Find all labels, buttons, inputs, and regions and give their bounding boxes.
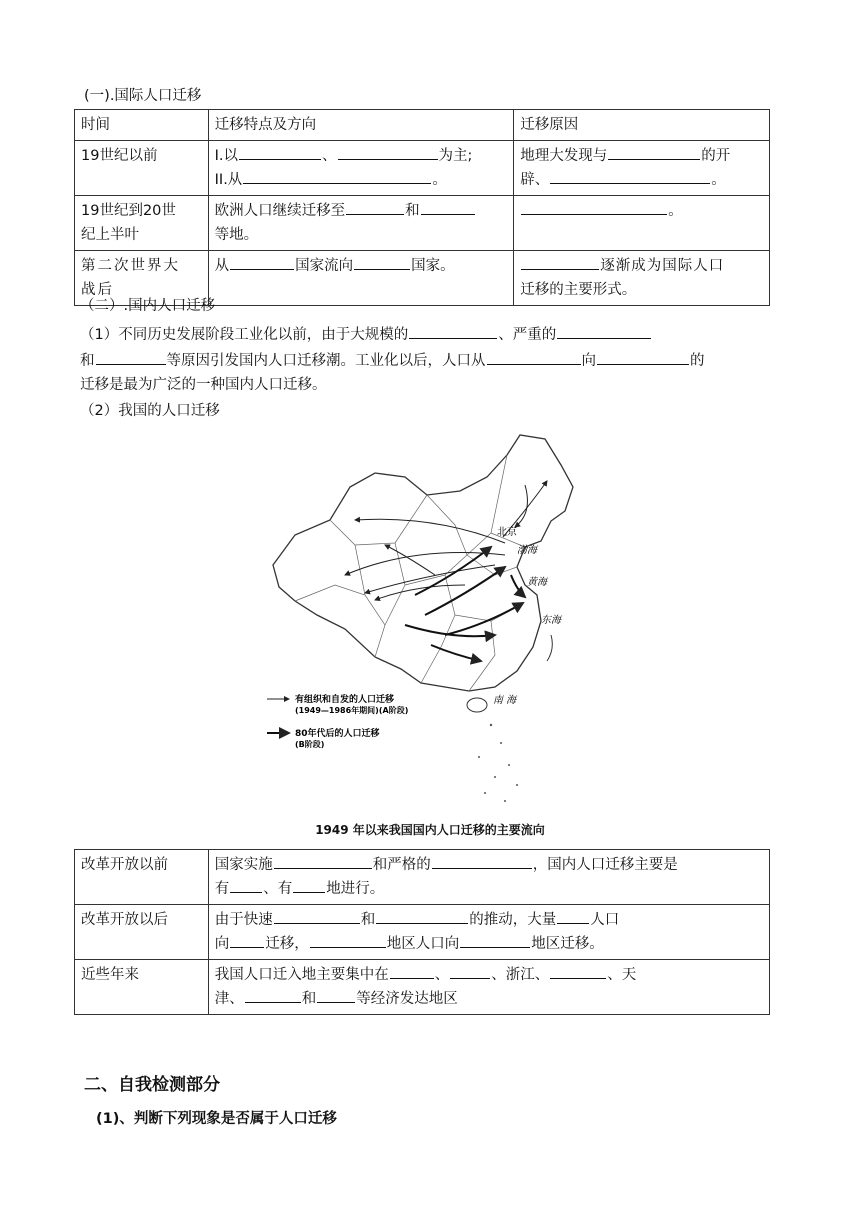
question-1: (1)、判断下列现象是否属于人口迁移 <box>96 1111 337 1127</box>
taiwan-outline <box>547 635 552 661</box>
blank <box>450 963 490 979</box>
blank <box>376 908 468 924</box>
row3-time: 第二次世界大 战后 <box>75 251 209 306</box>
hainan-island <box>467 698 487 712</box>
table-row <box>75 960 770 1015</box>
row1-reason: 地理大发现与 的开 辟、 。 <box>514 141 770 196</box>
blank <box>460 932 530 948</box>
table-header-row <box>75 110 770 141</box>
legend-a-line2: (1949—1986年期间)(A阶段) <box>295 706 409 715</box>
blank <box>597 349 689 365</box>
table-row <box>75 850 770 905</box>
row-recent-years-content: 我国人口迁入地主要集中在 、 、浙江、 、天 津、 和 等经济发达地区 <box>208 960 769 1015</box>
section2-paragraph1-line3: 迁移是最为广泛的一种国内人口迁移。 <box>80 377 327 393</box>
blank <box>310 932 386 948</box>
section2-paragraph1-line1: （1）不同历史发展阶段工业化以前，由于大规模的 、严重的 <box>80 323 652 345</box>
blank <box>550 168 710 184</box>
stage-a-arrows <box>345 481 547 600</box>
header-reason: 迁移原因 <box>514 110 770 141</box>
country-outline <box>273 435 573 691</box>
blank <box>274 908 360 924</box>
blank <box>274 853 372 869</box>
south-sea-islands <box>478 724 518 802</box>
self-test-heading: 二、自我检测部分 <box>84 1075 220 1095</box>
bohai-label: 渤海 <box>517 545 537 556</box>
blank <box>421 199 475 215</box>
blank <box>243 168 431 184</box>
blank <box>521 199 667 215</box>
row2-reason: 。 <box>514 196 770 251</box>
beijing-label: 北京 <box>497 527 517 538</box>
blank <box>557 323 651 339</box>
blank <box>346 199 404 215</box>
table-row <box>75 905 770 960</box>
row-recent-years-label: 近些年来 <box>75 960 209 1015</box>
blank <box>390 963 434 979</box>
section2-title: （二）.国内人口迁移 <box>80 298 216 314</box>
row2-time: 19世纪到20世 纪上半叶 <box>75 196 209 251</box>
blank <box>245 987 301 1003</box>
province-borders <box>295 455 525 691</box>
header-feature: 迁移特点及方向 <box>208 110 514 141</box>
china-migration-map <box>255 425 595 820</box>
row1-feature: I.以 、 为主; II.从 。 <box>208 141 514 196</box>
legend-b-line2: (B阶段) <box>295 740 325 749</box>
row-before-reform-label: 改革开放以前 <box>75 850 209 905</box>
row3-feature: 从 国家流向 国家。 <box>208 251 514 306</box>
blank <box>338 144 438 160</box>
blank <box>239 144 321 160</box>
header-time: 时间 <box>75 110 209 141</box>
map-legend <box>267 693 408 749</box>
international-migration-table <box>74 109 770 306</box>
row1-time: 19世纪以前 <box>75 141 209 196</box>
nanhai-label: 南 海 <box>493 695 517 706</box>
legend-b-line1: 80年代后的人口迁移 <box>295 729 380 739</box>
blank <box>230 254 294 270</box>
blank <box>354 254 410 270</box>
blank <box>432 853 532 869</box>
row2-feature: 欧洲人口继续迁移至 和 等地。 <box>208 196 514 251</box>
row-after-reform-label: 改革开放以后 <box>75 905 209 960</box>
blank <box>96 349 166 365</box>
legend-a-line1: 有组织和自发的人口迁移 <box>295 695 395 705</box>
table-row <box>75 141 770 196</box>
blank <box>521 254 599 270</box>
huanghai-label: 黄海 <box>527 577 547 588</box>
blank <box>608 144 700 160</box>
section2-paragraph1-line2: 和 等原因引发国内人口迁移潮。工业化以后，人口从 向 的 <box>80 349 705 371</box>
stage-b-arrows <box>405 547 525 661</box>
blank <box>230 932 264 948</box>
domestic-migration-table <box>74 849 770 1015</box>
blank <box>557 908 589 924</box>
section1-title: (一).国际人口迁移 <box>84 88 202 104</box>
table-row <box>75 196 770 251</box>
blank <box>487 349 581 365</box>
row3-reason: 逐渐成为国际人口 迁移的主要形式。 <box>514 251 770 306</box>
blank <box>230 877 262 893</box>
map-caption: 1949 年以来我国国内人口迁移的主要流向 <box>315 823 545 837</box>
row-before-reform-content: 国家实施 和严格的 ，国内人口迁移主要是 有 、有 地进行。 <box>208 850 769 905</box>
blank <box>317 987 355 1003</box>
donghai-label: 东海 <box>541 615 561 626</box>
blank <box>293 877 325 893</box>
china-map-figure <box>255 425 595 820</box>
section2-paragraph2: （2）我国的人口迁移 <box>80 403 220 419</box>
blank <box>550 963 606 979</box>
blank <box>409 323 497 339</box>
row-after-reform-content: 由于快速 和 的推动，大量 人口 向 迁移， 地区人口向 地区迁移。 <box>208 905 769 960</box>
